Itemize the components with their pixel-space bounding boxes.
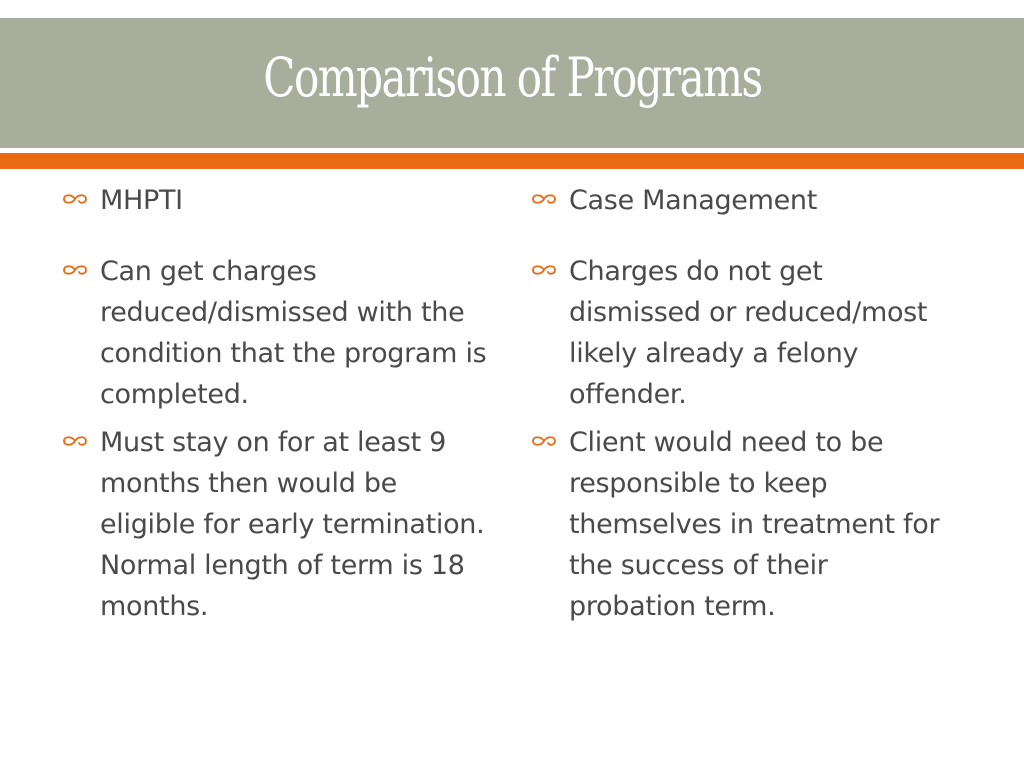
title-bar (0, 18, 1024, 148)
right-bullet-item (529, 422, 959, 627)
swirl-ornament-icon (60, 255, 90, 285)
swirl-ornament-icon (529, 184, 559, 214)
swirl-ornament-icon (60, 184, 90, 214)
left-column (60, 180, 490, 627)
left-column-heading (60, 180, 490, 221)
right-heading-text: Case Management (569, 185, 818, 216)
left-bullet-text: Can get charges reduced/dismissed with the condition that the program is completed. (100, 256, 487, 410)
left-bullet-item (60, 422, 490, 627)
right-bullet-text: Charges do not get dismissed or reduced/most likely already a felony offender. (569, 256, 928, 410)
right-bullet-text: Client would need to be responsible to keep themselves in treatment for the success of their probation term. (569, 427, 940, 622)
swirl-ornament-icon (529, 426, 559, 456)
left-bullet-text: Must stay on for at least 9 months then would be eligible for early termination. Normal length of term is 18 months. (100, 427, 485, 622)
swirl-ornament-icon (529, 255, 559, 285)
slide-title: Comparison of Programs (262, 45, 762, 109)
left-bullet-item (60, 251, 490, 415)
left-heading-text: MHPTI (100, 185, 183, 216)
accent-bar (0, 153, 1024, 169)
right-bullet-item (529, 251, 959, 415)
right-column-heading (529, 180, 959, 221)
swirl-ornament-icon (60, 426, 90, 456)
right-column (529, 180, 959, 627)
